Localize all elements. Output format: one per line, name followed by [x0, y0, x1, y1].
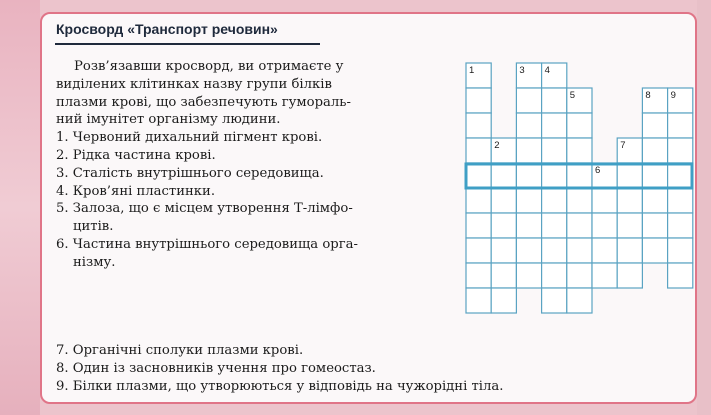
- grid-number: 6: [595, 165, 601, 176]
- page-title: Кросворд «Транспорт речовин»: [56, 21, 278, 37]
- grid-cell[interactable]: [567, 188, 592, 213]
- clue-number: 9.: [56, 378, 69, 394]
- grid-cell[interactable]: [668, 113, 693, 138]
- grid-cell[interactable]: [567, 213, 592, 238]
- intro-line: Розв’язавши кросворд, ви отримаєте у: [74, 59, 344, 74]
- clue-number: 3.: [56, 165, 69, 181]
- grid-cell[interactable]: [567, 163, 592, 188]
- clue-number: 8.: [56, 360, 69, 376]
- grid-cell[interactable]: [466, 88, 491, 113]
- grid-cell[interactable]: [642, 138, 667, 163]
- grid-cell[interactable]: [516, 213, 541, 238]
- clue-text: Рідка частина крові.: [72, 147, 216, 163]
- grid-cell[interactable]: [668, 263, 693, 288]
- clue-number: 6.: [56, 236, 69, 252]
- grid-cell[interactable]: [592, 238, 617, 263]
- grid-number: 4: [544, 65, 550, 76]
- intro-line: виділених клітинках назву групи білків: [56, 76, 332, 92]
- grid-number: 3: [519, 65, 525, 76]
- grid-cell[interactable]: [592, 213, 617, 238]
- grid-cell[interactable]: [617, 163, 642, 188]
- grid-cell[interactable]: [567, 238, 592, 263]
- grid-cell[interactable]: [542, 188, 567, 213]
- grid-cell[interactable]: [542, 113, 567, 138]
- grid-cell[interactable]: [466, 163, 491, 188]
- grid-cell[interactable]: [592, 263, 617, 288]
- grid-cell[interactable]: [542, 88, 567, 113]
- grid-cell[interactable]: [592, 188, 617, 213]
- grid-cell[interactable]: [617, 263, 642, 288]
- grid-cell[interactable]: [466, 188, 491, 213]
- intro-line: ний імунітет організму людини.: [56, 112, 281, 128]
- clue-continuation: цитів.: [73, 219, 114, 235]
- grid-cell[interactable]: [542, 213, 567, 238]
- grid-cell[interactable]: [642, 188, 667, 213]
- grid-number: 5: [569, 90, 576, 101]
- grid-cell[interactable]: [516, 113, 541, 138]
- grid-cell[interactable]: [668, 213, 693, 238]
- grid-cell[interactable]: [466, 113, 491, 138]
- grid-cell[interactable]: [668, 163, 693, 188]
- clue-text: Кров’яні пластинки.: [72, 183, 216, 199]
- grid-number: 1: [469, 65, 475, 76]
- grid-cell[interactable]: [542, 238, 567, 263]
- clue-text: Один із засновників учення про гомеостаз.: [72, 360, 376, 376]
- grid-cell[interactable]: [491, 238, 516, 263]
- grid-cell[interactable]: [668, 188, 693, 213]
- grid-cell[interactable]: [466, 263, 491, 288]
- grid-cell[interactable]: [617, 188, 642, 213]
- clue-number: 7.: [56, 343, 69, 358]
- grid-cell[interactable]: [617, 238, 642, 263]
- grid-cell[interactable]: [466, 238, 491, 263]
- grid-cell[interactable]: [491, 213, 516, 238]
- grid-cell[interactable]: [516, 163, 541, 188]
- clue-text: Червоний дихальний пігмент крові.: [72, 130, 323, 146]
- grid-number: 7: [620, 140, 626, 151]
- clue-text: Частина внутрішнього середовища орга-: [72, 236, 358, 252]
- grid-cell[interactable]: [567, 263, 592, 288]
- grid-cell[interactable]: [466, 213, 491, 238]
- grid-cell[interactable]: [491, 188, 516, 213]
- clue-text: Залоза, що є місцем утворення Т-лімфо-: [72, 201, 353, 217]
- grid-cell[interactable]: [567, 288, 592, 313]
- clue-number: 5.: [56, 201, 69, 217]
- grid-cell[interactable]: [542, 163, 567, 188]
- grid-cell[interactable]: [642, 163, 667, 188]
- grid-cell[interactable]: [466, 288, 491, 313]
- grid-cell[interactable]: [466, 138, 491, 163]
- grid-cell[interactable]: [542, 263, 567, 288]
- clue-number: 2.: [56, 147, 69, 163]
- clue-number: 1.: [56, 130, 69, 146]
- grid-cell[interactable]: [567, 113, 592, 138]
- clue-number: 4.: [56, 183, 69, 199]
- grid-cell[interactable]: [617, 213, 642, 238]
- grid-cell[interactable]: [516, 138, 541, 163]
- grid-cell[interactable]: [668, 238, 693, 263]
- grid-cell[interactable]: [542, 138, 567, 163]
- grid-cell[interactable]: [567, 138, 592, 163]
- grid-cell[interactable]: [491, 163, 516, 188]
- grid-cell[interactable]: [516, 88, 541, 113]
- grid-cell[interactable]: [516, 188, 541, 213]
- grid-cell[interactable]: [542, 288, 567, 313]
- clue-text: Органічні сполуки плазми крові.: [72, 343, 304, 358]
- grid-number: 8: [645, 90, 651, 101]
- grid-cell[interactable]: [516, 263, 541, 288]
- grid-cell[interactable]: [668, 138, 693, 163]
- clue-continuation: нізму.: [73, 254, 116, 270]
- clue-text: Сталість внутрішнього середовища.: [72, 165, 324, 181]
- grid-number: 9: [670, 90, 676, 101]
- grid-number: 2: [494, 140, 500, 151]
- grid-cell[interactable]: [516, 238, 541, 263]
- intro-line: плазми крові, що забезпечують гумораль-: [56, 94, 351, 110]
- clue-text: Білки плазми, що утворюються у відповідь на чужорідні тіла.: [72, 378, 504, 394]
- grid-cell[interactable]: [491, 263, 516, 288]
- grid-cell[interactable]: [642, 113, 667, 138]
- grid-cell[interactable]: [642, 213, 667, 238]
- grid-cell[interactable]: [642, 238, 667, 263]
- grid-cell[interactable]: [491, 288, 516, 313]
